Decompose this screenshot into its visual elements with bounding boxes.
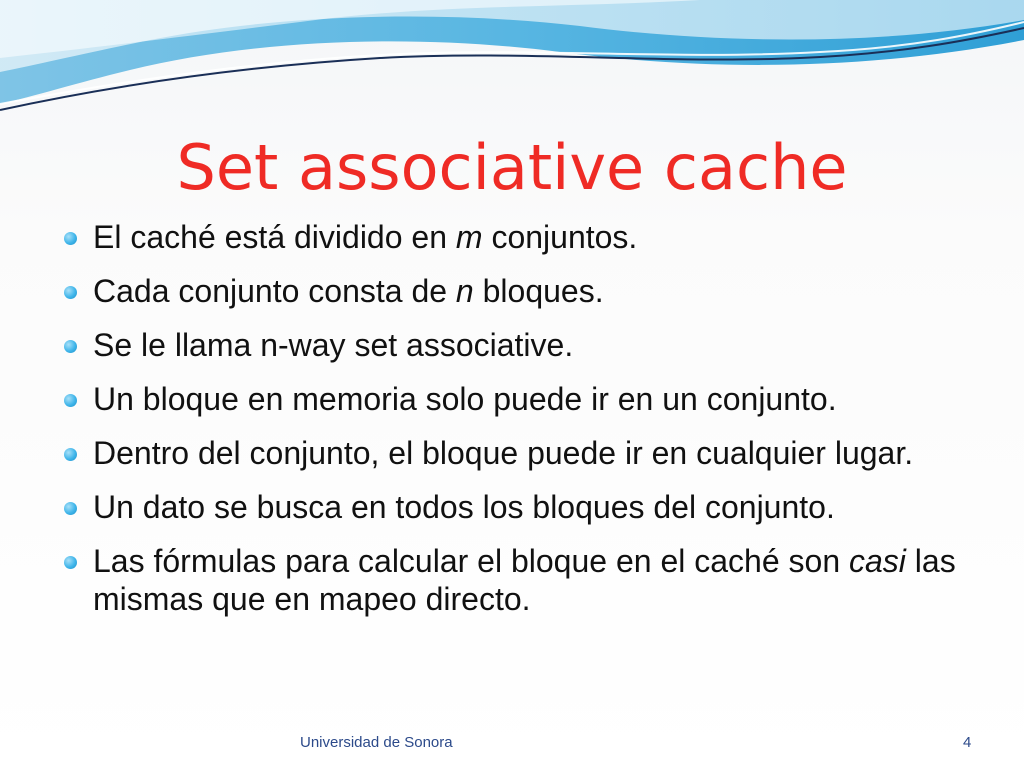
bullet-text: Las fórmulas para calcular el bloque en el caché son [93,543,849,579]
bullet-item [62,488,982,526]
bullet-dot-icon [64,556,77,569]
bullet-item [62,218,982,256]
bullet-text: Un bloque en memoria solo puede ir en un conjunto. [93,381,837,417]
bullet-text-italic: n [455,273,474,309]
bullet-text: Dentro del conjunto, el bloque puede ir en cualquier lugar. [93,435,914,471]
bullet-list [62,218,982,634]
bullet-dot-icon [64,286,77,299]
bullet-item [62,380,982,418]
bullet-text-italic: m [455,219,483,255]
bullet-text: Se le llama n-way set associative. [93,327,574,363]
page-number: 4 [963,734,972,751]
bullet-text-italic: casi [849,543,906,579]
bullet-dot-icon [64,232,77,245]
header-wave-decoration [0,0,1024,130]
bullet-text: conjuntos. [482,219,638,255]
bullet-text: bloques. [473,273,604,309]
bullet-item [62,326,982,364]
bullet-text: Un dato se busca en todos los bloques del conjunto. [93,489,835,525]
bullet-text: El caché está dividido en [93,219,456,255]
footer-institution: Universidad de Sonora [300,734,453,751]
bullet-dot-icon [64,502,77,515]
slide-title: Set associative cache [176,131,848,204]
bullet-dot-icon [64,448,77,461]
bullet-dot-icon [64,340,77,353]
bullet-text: Cada conjunto consta de [93,273,456,309]
bullet-text: las mismas que en mapeo directo. [93,543,956,617]
bullet-item [62,542,982,618]
bullet-item [62,272,982,310]
bullet-dot-icon [64,394,77,407]
bullet-item [62,434,982,472]
